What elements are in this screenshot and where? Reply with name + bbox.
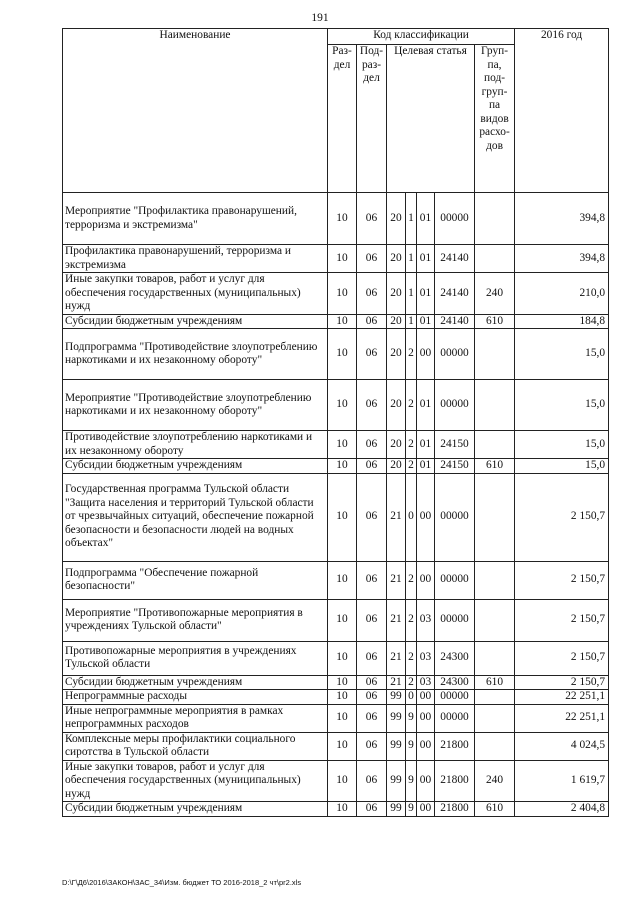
budget-table xyxy=(62,28,609,817)
row-amount: 2 150,7 xyxy=(515,641,609,675)
row-target-direction: 00000 xyxy=(435,704,475,732)
row-name: Государственная программа Тульской области "Защита населения и территорий Тульской области от чрезвычайных ситуаций, обеспечение пожарной безопасности и безопасности людей на водных объектах" xyxy=(63,473,328,561)
row-razdel: 10 xyxy=(328,732,357,760)
row-podrazdel: 06 xyxy=(357,561,387,599)
row-target-subprogram: 2 xyxy=(406,561,417,599)
row-expense-group: 240 xyxy=(475,273,515,315)
row-target-subprogram: 2 xyxy=(406,329,417,380)
row-target-program: 99 xyxy=(387,760,406,802)
row-target-program: 99 xyxy=(387,704,406,732)
row-expense-group: 610 xyxy=(475,675,515,690)
row-name: Профилактика правонарушений, терроризма и экстремизма xyxy=(63,245,328,273)
row-podrazdel: 06 xyxy=(357,760,387,802)
row-target-subprogram: 1 xyxy=(406,314,417,329)
row-expense-group xyxy=(475,704,515,732)
row-target-event: 00 xyxy=(417,329,435,380)
table-row xyxy=(63,473,609,561)
row-target-direction: 00000 xyxy=(435,599,475,641)
row-amount: 22 251,1 xyxy=(515,690,609,705)
row-amount: 1 619,7 xyxy=(515,760,609,802)
row-expense-group: 610 xyxy=(475,314,515,329)
row-target-event: 01 xyxy=(417,314,435,329)
row-expense-group: 240 xyxy=(475,760,515,802)
row-amount: 15,0 xyxy=(515,380,609,431)
row-target-direction: 21800 xyxy=(435,760,475,802)
row-razdel: 10 xyxy=(328,641,357,675)
row-target-event: 00 xyxy=(417,732,435,760)
row-target-direction: 00000 xyxy=(435,193,475,245)
row-razdel: 10 xyxy=(328,704,357,732)
row-name: Субсидии бюджетным учреждениям xyxy=(63,314,328,329)
header-razdel: Раз- дел xyxy=(328,45,357,193)
row-target-event: 00 xyxy=(417,760,435,802)
row-target-program: 99 xyxy=(387,732,406,760)
row-expense-group xyxy=(475,473,515,561)
row-amount: 22 251,1 xyxy=(515,704,609,732)
row-target-subprogram: 9 xyxy=(406,732,417,760)
row-target-subprogram: 2 xyxy=(406,675,417,690)
row-expense-group: 610 xyxy=(475,802,515,817)
table-row xyxy=(63,273,609,315)
header-name: Наименование xyxy=(63,29,328,193)
row-target-direction: 00000 xyxy=(435,329,475,380)
table-row xyxy=(63,599,609,641)
row-expense-group xyxy=(475,329,515,380)
row-podrazdel: 06 xyxy=(357,802,387,817)
row-target-subprogram: 0 xyxy=(406,690,417,705)
table-row xyxy=(63,690,609,705)
row-expense-group xyxy=(475,599,515,641)
row-target-program: 20 xyxy=(387,193,406,245)
row-expense-group xyxy=(475,380,515,431)
row-podrazdel: 06 xyxy=(357,273,387,315)
row-target-subprogram: 9 xyxy=(406,704,417,732)
file-path-footer: D:\Г\Д6\2016\ЗАКОН\ЗАС_34\Изм. бюджет ТО 2016-2018_2 чт\pr2.xls xyxy=(62,878,302,887)
row-expense-group xyxy=(475,732,515,760)
row-podrazdel: 06 xyxy=(357,329,387,380)
row-target-direction: 24140 xyxy=(435,273,475,315)
table-row xyxy=(63,641,609,675)
row-target-program: 21 xyxy=(387,599,406,641)
row-target-direction: 24150 xyxy=(435,431,475,459)
row-expense-group xyxy=(475,193,515,245)
table-row xyxy=(63,314,609,329)
row-razdel: 10 xyxy=(328,329,357,380)
header-podrazdel: Под- раз- дел xyxy=(357,45,387,193)
row-target-direction: 00000 xyxy=(435,690,475,705)
row-target-subprogram: 9 xyxy=(406,760,417,802)
row-target-direction: 24150 xyxy=(435,459,475,474)
row-razdel: 10 xyxy=(328,431,357,459)
page-number: 191 xyxy=(311,12,329,24)
row-amount: 15,0 xyxy=(515,329,609,380)
row-expense-group xyxy=(475,641,515,675)
table-row xyxy=(63,760,609,802)
row-target-event: 01 xyxy=(417,273,435,315)
row-amount: 184,8 xyxy=(515,314,609,329)
row-name: Иные закупки товаров, работ и услуг для обеспечения государственных (муниципальных) нужд xyxy=(63,273,328,315)
row-podrazdel: 06 xyxy=(357,704,387,732)
row-podrazdel: 06 xyxy=(357,431,387,459)
row-podrazdel: 06 xyxy=(357,473,387,561)
row-podrazdel: 06 xyxy=(357,690,387,705)
row-target-event: 00 xyxy=(417,690,435,705)
table-row xyxy=(63,431,609,459)
table-row xyxy=(63,561,609,599)
row-amount: 2 150,7 xyxy=(515,675,609,690)
row-amount: 2 404,8 xyxy=(515,802,609,817)
row-target-program: 21 xyxy=(387,675,406,690)
row-target-program: 21 xyxy=(387,641,406,675)
table-row xyxy=(63,675,609,690)
row-expense-group xyxy=(475,561,515,599)
row-target-program: 20 xyxy=(387,273,406,315)
row-target-program: 20 xyxy=(387,245,406,273)
row-target-direction: 24300 xyxy=(435,641,475,675)
row-podrazdel: 06 xyxy=(357,732,387,760)
header-year: 2016 год xyxy=(515,29,609,193)
row-amount: 15,0 xyxy=(515,459,609,474)
row-amount: 2 150,7 xyxy=(515,561,609,599)
row-target-program: 20 xyxy=(387,431,406,459)
row-amount: 394,8 xyxy=(515,245,609,273)
row-target-direction: 24140 xyxy=(435,245,475,273)
row-podrazdel: 06 xyxy=(357,675,387,690)
row-razdel: 10 xyxy=(328,675,357,690)
row-podrazdel: 06 xyxy=(357,459,387,474)
row-target-program: 21 xyxy=(387,473,406,561)
row-razdel: 10 xyxy=(328,380,357,431)
row-target-subprogram: 1 xyxy=(406,273,417,315)
row-target-direction: 21800 xyxy=(435,732,475,760)
row-name: Противодействие злоупотреблению наркотиками и их незаконному обороту xyxy=(63,431,328,459)
row-name: Мероприятие "Профилактика правонарушений, терроризма и экстремизма" xyxy=(63,193,328,245)
row-amount: 2 150,7 xyxy=(515,473,609,561)
row-razdel: 10 xyxy=(328,690,357,705)
row-podrazdel: 06 xyxy=(357,193,387,245)
row-target-subprogram: 2 xyxy=(406,431,417,459)
header-code: Код классификации xyxy=(328,29,515,45)
row-razdel: 10 xyxy=(328,459,357,474)
row-target-program: 99 xyxy=(387,802,406,817)
row-target-event: 00 xyxy=(417,473,435,561)
row-razdel: 10 xyxy=(328,314,357,329)
row-razdel: 10 xyxy=(328,599,357,641)
row-target-event: 01 xyxy=(417,193,435,245)
row-name: Противопожарные мероприятия в учреждениях Тульской области xyxy=(63,641,328,675)
row-name: Мероприятие "Противопожарные мероприятия в учреждениях Тульской области" xyxy=(63,599,328,641)
row-name: Субсидии бюджетным учреждениям xyxy=(63,675,328,690)
row-target-event: 03 xyxy=(417,641,435,675)
row-target-direction: 00000 xyxy=(435,473,475,561)
row-name: Субсидии бюджетным учреждениям xyxy=(63,459,328,474)
row-target-program: 21 xyxy=(387,561,406,599)
row-razdel: 10 xyxy=(328,273,357,315)
row-podrazdel: 06 xyxy=(357,599,387,641)
row-target-subprogram: 2 xyxy=(406,459,417,474)
row-amount: 2 150,7 xyxy=(515,599,609,641)
row-target-subprogram: 1 xyxy=(406,245,417,273)
row-podrazdel: 06 xyxy=(357,380,387,431)
row-podrazdel: 06 xyxy=(357,641,387,675)
row-podrazdel: 06 xyxy=(357,245,387,273)
table-row xyxy=(63,380,609,431)
table-row xyxy=(63,704,609,732)
row-razdel: 10 xyxy=(328,245,357,273)
row-name: Субсидии бюджетным учреждениям xyxy=(63,802,328,817)
row-podrazdel: 06 xyxy=(357,314,387,329)
row-razdel: 10 xyxy=(328,193,357,245)
row-target-event: 01 xyxy=(417,380,435,431)
row-expense-group xyxy=(475,690,515,705)
row-razdel: 10 xyxy=(328,473,357,561)
row-target-event: 00 xyxy=(417,704,435,732)
row-target-event: 01 xyxy=(417,459,435,474)
row-name: Подпрограмма "Обеспечение пожарной безопасности" xyxy=(63,561,328,599)
table-row xyxy=(63,732,609,760)
row-target-subprogram: 2 xyxy=(406,641,417,675)
header-target: Целевая статья xyxy=(387,45,475,193)
row-name: Мероприятие "Противодействие злоупотреблению наркотиками и их незаконному обороту" xyxy=(63,380,328,431)
row-name: Комплексные меры профилактики социального сиротства в Тульской области xyxy=(63,732,328,760)
row-target-direction: 00000 xyxy=(435,380,475,431)
row-target-program: 20 xyxy=(387,314,406,329)
row-target-event: 01 xyxy=(417,431,435,459)
header-group: Груп- па, под- груп- па видов расхо- дов xyxy=(475,45,515,193)
table-row xyxy=(63,329,609,380)
row-amount: 394,8 xyxy=(515,193,609,245)
row-target-subprogram: 1 xyxy=(406,193,417,245)
row-target-program: 20 xyxy=(387,380,406,431)
table-row xyxy=(63,459,609,474)
row-target-event: 03 xyxy=(417,675,435,690)
row-target-program: 20 xyxy=(387,329,406,380)
row-target-direction: 24140 xyxy=(435,314,475,329)
row-target-subprogram: 0 xyxy=(406,473,417,561)
row-amount: 210,0 xyxy=(515,273,609,315)
row-target-program: 99 xyxy=(387,690,406,705)
row-name: Непрограммные расходы xyxy=(63,690,328,705)
row-name: Иные непрограммные мероприятия в рамках непрограммных расходов xyxy=(63,704,328,732)
row-target-event: 01 xyxy=(417,245,435,273)
row-amount: 15,0 xyxy=(515,431,609,459)
row-name: Подпрограмма "Противодействие злоупотреблению наркотиками и их незаконному обороту" xyxy=(63,329,328,380)
table-row xyxy=(63,245,609,273)
table-row xyxy=(63,802,609,817)
row-target-subprogram: 2 xyxy=(406,380,417,431)
row-razdel: 10 xyxy=(328,561,357,599)
row-target-event: 00 xyxy=(417,561,435,599)
row-target-event: 03 xyxy=(417,599,435,641)
row-razdel: 10 xyxy=(328,760,357,802)
row-amount: 4 024,5 xyxy=(515,732,609,760)
row-razdel: 10 xyxy=(328,802,357,817)
row-target-direction: 24300 xyxy=(435,675,475,690)
row-name: Иные закупки товаров, работ и услуг для обеспечения государственных (муниципальных) нужд xyxy=(63,760,328,802)
row-target-subprogram: 9 xyxy=(406,802,417,817)
row-target-event: 00 xyxy=(417,802,435,817)
row-expense-group: 610 xyxy=(475,459,515,474)
row-target-subprogram: 2 xyxy=(406,599,417,641)
row-target-direction: 00000 xyxy=(435,561,475,599)
row-expense-group xyxy=(475,431,515,459)
row-expense-group xyxy=(475,245,515,273)
row-target-direction: 21800 xyxy=(435,802,475,817)
table-row xyxy=(63,193,609,245)
row-target-program: 20 xyxy=(387,459,406,474)
